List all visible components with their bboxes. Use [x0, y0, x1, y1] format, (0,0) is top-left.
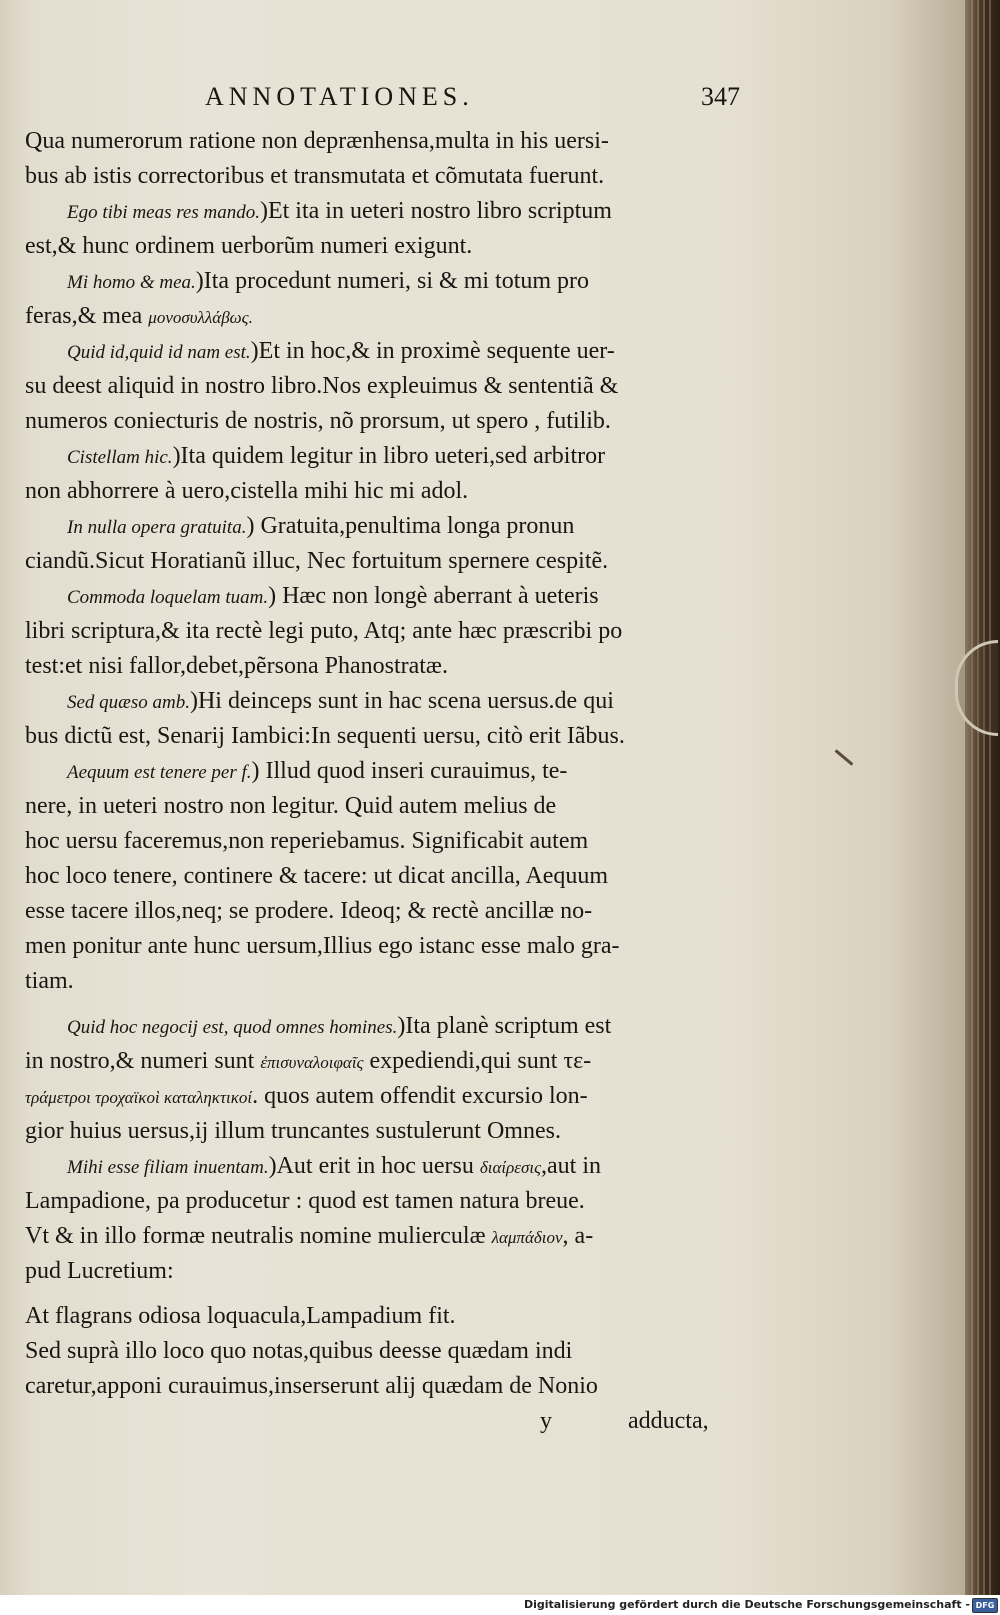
line-text: Vt & in illo formæ neutralis nomine mulierculæ	[25, 1223, 492, 1249]
text-line	[25, 369, 740, 404]
text-line	[25, 1334, 740, 1369]
text-line	[25, 1299, 740, 1334]
text-line	[25, 474, 740, 509]
lemma: Sed quæso amb.	[67, 692, 190, 713]
line-text: gior huius uersus,ij illum truncantes sustulerunt Omnes.	[25, 1118, 561, 1144]
line-text: non abhorrere à uero,cistella mihi hic mi adol.	[25, 478, 469, 504]
lemma: Quid id,quid id nam est.	[67, 342, 251, 363]
lemma: Mihi esse filiam inuentam.	[67, 1157, 269, 1178]
text-line	[25, 1369, 740, 1404]
line-text: est,& hunc ordinem uerborũm numeri exigunt.	[25, 233, 473, 259]
text-line	[25, 124, 740, 159]
paragraph-gap	[25, 999, 740, 1009]
text-line	[25, 824, 740, 859]
text-line	[25, 929, 740, 964]
text-line	[25, 789, 740, 824]
line-text: )Aut erit in hoc uersu	[268, 1153, 480, 1179]
lemma: In nulla opera gratuita.	[67, 517, 247, 538]
text-line	[25, 964, 740, 999]
lemma: Commoda loquelam tuam.	[67, 587, 269, 608]
annotation-entry-line	[25, 754, 740, 789]
binding-edge	[965, 0, 1000, 1595]
ink-mark	[835, 749, 854, 765]
line-text-continued: , a-	[562, 1223, 594, 1249]
text-line	[25, 299, 740, 334]
line-text-continued: expediendi,qui sunt τε-	[363, 1048, 592, 1074]
page-header	[25, 82, 740, 124]
dfg-logo: DFG	[972, 1598, 998, 1613]
line-text: ) Illud quod inseri curauimus, te-	[251, 758, 568, 784]
text-line	[25, 1254, 740, 1289]
page-number: 347	[701, 82, 740, 111]
line-text: numeros coniecturis de nostris, nõ prorsum, ut spero , futilib.	[25, 408, 611, 434]
text-line	[25, 544, 740, 579]
line-text: ) Gratuita,penultima longa pronun	[246, 513, 575, 539]
line-text: hoc loco tenere, continere & tacere: ut dicat ancilla, Aequum	[25, 863, 609, 889]
running-head: ANNOTATIONES.	[205, 82, 474, 111]
annotation-entry-line	[25, 439, 740, 474]
line-text: pud Lucretium:	[25, 1258, 174, 1284]
lemma: Quid hoc negocij est, quod omnes homines.	[67, 1017, 398, 1038]
line-text: bus dictũ est, Senarij Iambici:In sequenti uersu, citò erit Iãbus.	[25, 723, 625, 749]
text-line	[25, 1184, 740, 1219]
annotation-entry-line	[25, 684, 740, 719]
text-line	[25, 859, 740, 894]
line-text: feras,& mea	[25, 303, 149, 329]
line-text: )Ita procedunt numeri, si & mi totum pro	[195, 268, 590, 294]
line-text: caretur,apponi curauimus,inserserunt alij quædam de Nonio	[25, 1373, 598, 1399]
line-text: )Hi deinceps sunt in hac scena uersus.de qui	[189, 688, 614, 714]
line-text-continued: . quos autem offendit excursio lon-	[252, 1083, 588, 1109]
annotation-entry-line	[25, 264, 740, 299]
annotation-entry-line	[25, 1009, 740, 1044]
line-text: esse tacere illos,neq; se prodere. Ideoq; & rectè ancillæ no-	[25, 898, 593, 924]
text-line	[25, 1044, 740, 1079]
line-text: nere, in ueteri nostro non legitur. Quid autem melius de	[25, 793, 557, 819]
catchword: adducta,	[628, 1408, 709, 1434]
line-text: At flagrans odiosa loquacula,Lampadium fit.	[25, 1303, 456, 1329]
text-line	[25, 159, 740, 194]
lemma: Aequum est tenere per f.	[67, 762, 252, 783]
paragraph-gap	[25, 1289, 740, 1299]
catchline	[25, 1404, 740, 1439]
annotation-entry-line	[25, 579, 740, 614]
lemma: Ego tibi meas res mando.	[67, 202, 260, 223]
text-line	[25, 1114, 740, 1149]
line-text: )Et ita in ueteri nostro libro scriptum	[259, 198, 612, 224]
greek-term: ἐπισυναλοιφαῖς	[260, 1053, 364, 1072]
greek-term: λαμπάδιον	[491, 1228, 563, 1247]
line-text: )Ita planè scriptum est	[397, 1013, 612, 1039]
line-text: libri scriptura,& ita rectè legi puto, Atq; ante hæc præscribi po	[25, 618, 623, 644]
text-line	[25, 1079, 740, 1114]
line-text: bus ab istis correctoribus et transmutata et cõmutata fuerunt.	[25, 163, 605, 189]
line-text-continued: ,aut in	[541, 1153, 602, 1179]
annotation-entry-line	[25, 194, 740, 229]
line-text: tiam.	[25, 968, 74, 994]
body-text	[25, 124, 740, 1404]
text-line	[25, 894, 740, 929]
line-text: Qua numerorum ratione non deprænhensa,multa in his uersi-	[25, 128, 609, 154]
annotation-entry-line	[25, 334, 740, 369]
text-line	[25, 719, 740, 754]
text-line	[25, 649, 740, 684]
line-text: ) Hæc non longè aberrant à ueteris	[268, 583, 599, 609]
greek-term: τράμετροι τροχαϊκοὶ καταληκτικοί	[25, 1088, 253, 1107]
lemma: Mi homo & mea.	[67, 272, 196, 293]
line-text: hoc uersu faceremus,non reperiebamus. Significabit autem	[25, 828, 589, 854]
lemma: Cistellam hic.	[67, 447, 173, 468]
greek-term: μονοσυλλάβως.	[148, 308, 253, 327]
annotation-entry-line	[25, 1149, 740, 1184]
funding-credit: Digitalisierung gefördert durch die Deutsche Forschungsgemeinschaft -	[523, 1598, 970, 1611]
footer-bar	[0, 1595, 1000, 1615]
annotation-entry-line	[25, 509, 740, 544]
line-text: Lampadione, pa producetur : quod est tamen natura breue.	[25, 1188, 585, 1214]
line-text: su deest aliquid in nostro libro.Nos expleuimus & sententiã &	[25, 373, 619, 399]
greek-term: διαίρεσις	[479, 1158, 542, 1177]
text-line	[25, 229, 740, 264]
line-text: )Ita quidem legitur in libro ueteri,sed arbitror	[172, 443, 606, 469]
line-text: test:et nisi fallor,debet,pẽrsona Phanostratæ.	[25, 653, 448, 679]
text-line	[25, 1219, 740, 1254]
line-text: in nostro,& numeri sunt	[25, 1048, 261, 1074]
signature-mark: y	[540, 1408, 552, 1434]
text-block	[25, 82, 740, 1439]
text-line	[25, 614, 740, 649]
line-text: )Et in hoc,& in proximè sequente uer-	[250, 338, 615, 364]
text-line	[25, 404, 740, 439]
line-text: Sed suprà illo loco quo notas,quibus deesse quædam indi	[25, 1338, 573, 1364]
line-text: ciandũ.Sicut Horatianũ illuc, Nec fortuitum spernere cespitẽ.	[25, 548, 609, 574]
line-text: men ponitur ante hunc uersum,Illius ego istanc esse malo gra-	[25, 933, 620, 959]
